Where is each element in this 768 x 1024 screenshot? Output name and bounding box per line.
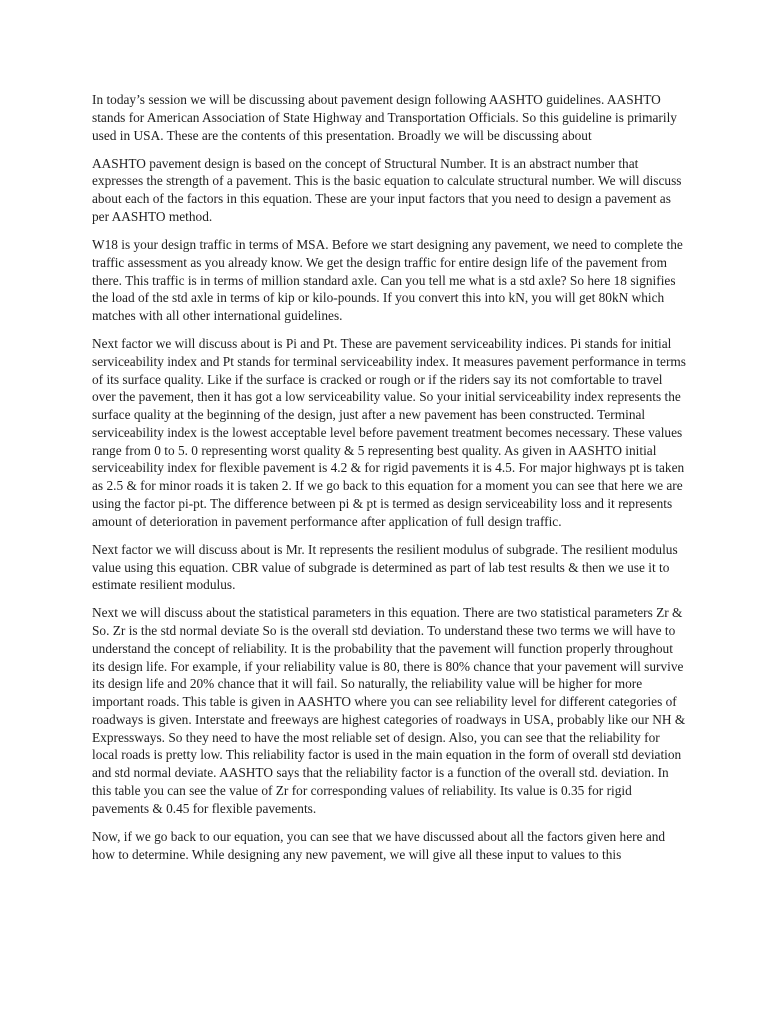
paragraph-intro: In today’s session we will be discussing about pavement design following AASHTO guidelines. AASHTO stands for American Association of State Highway and Transportation Officials. So this guideline is primarily used in USA. These are the contents of this presentation. Broadly we will be discussing about bbox=[92, 92, 677, 143]
paragraph-structural-number: AASHTO pavement design is based on the concept of Structural Number. It is an abstract number that expresses the strength of a pavement. This is the basic equation to calculate structural number. We will discuss about each of the factors in this equation. These are your input factors that you need to design a pavement as per AASHTO method. bbox=[92, 155, 682, 224]
paragraph-w18-traffic: W18 is your design traffic in terms of MSA. Before we start designing any pavement, we need to complete the traffic assessment as you already know. We get the design traffic for entire design life of the pavement from there. This traffic is in terms of million standard axle. Can you tell me what is a std axle? So here 18 signifies the load of the std axle in terms of kip or kilo-pounds. If you convert this into kN, you will get 80kN which matches with all other international guidelines. bbox=[92, 237, 683, 324]
paragraph-reliability: Next we will discuss about the statistical parameters in this equation. There are two statistical parameters Zr & So. Zr is the std normal deviate So is the overall std deviation. To understand these two terms we will have to understand the concept of reliability. It is the probability that the pavement will function properly throughout its design life. For example, if your reliability value is 80, there is 80% chance that your pavement will survive its design life and 20% chance that it will fail. So naturally, the reliability value will be higher for more important roads. This table is given in AASHTO where you can see reliability level for different categories of roadways is given. Interstate and freeways are highest categories of roadways in USA, probably like our NH & Expressways. So they need to have the most reliable set of design. Also, you can see that the reliability for local roads is pretty low. This reliability factor is used in the main equation in the form of overall std deviation and std normal deviate. AASHTO says that the reliability factor is a function of the overall std. deviation. In this table you can see the value of Zr for corresponding values of reliability. Its value is 0.35 for rigid pavements & 0.45 for flexible pavements. bbox=[92, 605, 686, 816]
document-body bbox=[92, 91, 686, 874]
paragraph-resilient-modulus: Next factor we will discuss about is Mr. It represents the resilient modulus of subgrade. The resilient modulus value using this equation. CBR value of subgrade is determined as part of lab test results & then we use it to estimate resilient modulus. bbox=[92, 541, 678, 593]
paragraph-conclusion: Now, if we go back to our equation, you can see that we have discussed about all the factors given here and how to determine. While designing any new pavement, we will give all these input to values to this bbox=[92, 828, 666, 862]
paragraph-serviceability: Next factor we will discuss about is Pi and Pt. These are pavement serviceability indices. Pi stands for initial serviceability index and Pt stands for terminal serviceability index. It measures pavement performance in terms of its surface quality. Like if the surface is cracked or rough or if the riders say its not comfortable to travel over the pavement, then it has got a low serviceability value. So your initial serviceability index represents the surface quality at the beginning of the design, just after a new pavement has been constructed. Terminal serviceability index is the lowest acceptable level before pavement treatment becomes necessary. These values range from 0 to 5. 0 representing worst quality & 5 representing best quality. As given in AASHTO initial serviceability index for flexible pavement is 4.2 & for rigid pavements it is 4.5. For major highways pt is taken as 2.5 & for minor roads it is taken 2. If we go back to this equation for a moment you can see that here we are using the factor pi-pt. The difference between pi & pt is termed as design serviceability loss and it represents amount of deterioration in pavement performance after application of full design traffic. bbox=[92, 336, 686, 529]
